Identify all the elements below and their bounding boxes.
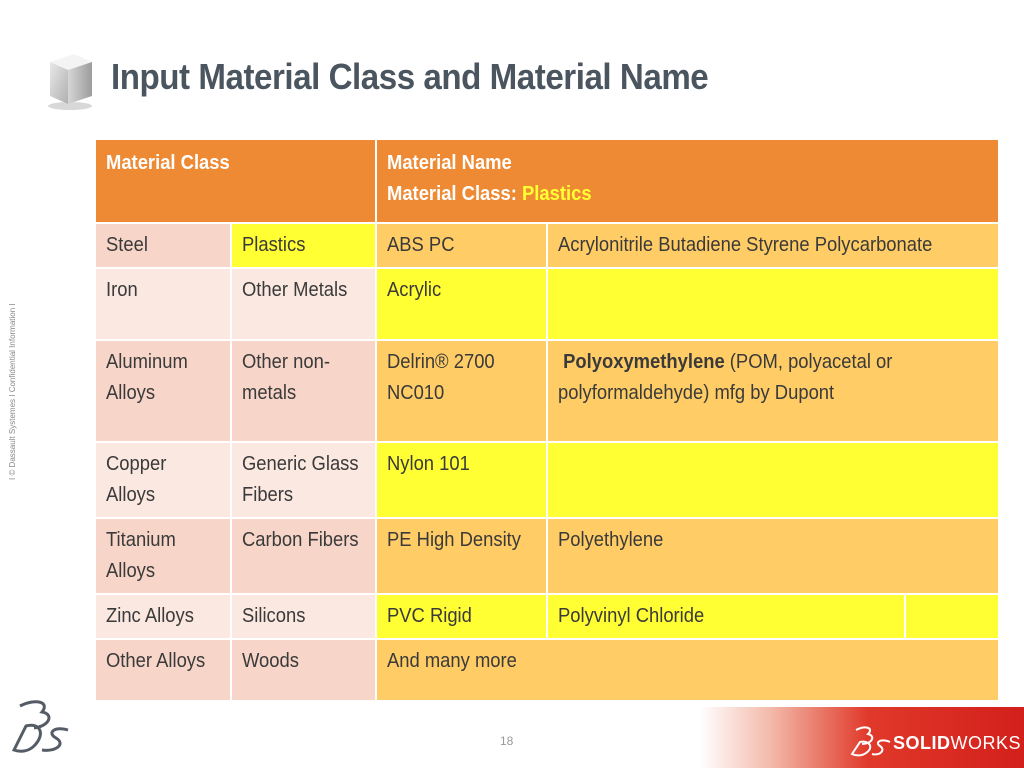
- material-class-option[interactable]: Aluminum Alloys: [95, 340, 231, 442]
- table-row: [95, 442, 999, 518]
- table-row: [95, 594, 999, 639]
- material-name-option[interactable]: Delrin® 2700 NC010: [376, 340, 547, 442]
- empty-cell: [905, 594, 999, 639]
- 3ds-logo-icon: [6, 696, 74, 756]
- material-class-option-selected[interactable]: Plastics: [231, 223, 376, 268]
- material-class-option[interactable]: Iron: [95, 268, 231, 340]
- material-class-option[interactable]: Woods: [231, 639, 376, 701]
- header-material-class: Material Class: [95, 139, 376, 223]
- solidworks-wordmark: SOLIDWORKS: [893, 733, 1022, 753]
- confidential-note: I © Dassault Systemes I Confidential Information I: [8, 303, 17, 480]
- table-header-row: [95, 139, 999, 223]
- table-row: [95, 268, 999, 340]
- page-number: 18: [500, 734, 514, 748]
- material-description: Polyethylene: [547, 518, 999, 594]
- material-class-option[interactable]: Copper Alloys: [95, 442, 231, 518]
- material-name-more: And many more: [376, 639, 999, 701]
- material-description: Polyvinyl Chloride: [547, 594, 905, 639]
- material-description: Acrylonitrile Butadiene Styrene Polycarbonate: [547, 223, 999, 268]
- material-class-option[interactable]: Zinc Alloys: [95, 594, 231, 639]
- page-title: Input Material Class and Material Name: [111, 56, 709, 97]
- material-class-option[interactable]: Carbon Fibers: [231, 518, 376, 594]
- selected-class-value: Plastics: [522, 183, 592, 205]
- material-class-option[interactable]: Titanium Alloys: [95, 518, 231, 594]
- material-name-option[interactable]: ABS PC: [376, 223, 547, 268]
- cube-icon: [44, 48, 96, 112]
- material-class-option[interactable]: Generic Glass Fibers: [231, 442, 376, 518]
- material-description: [547, 442, 999, 518]
- material-name-option[interactable]: Nylon 101: [376, 442, 547, 518]
- material-name-option[interactable]: Acrylic: [376, 268, 547, 340]
- material-class-option[interactable]: Silicons: [231, 594, 376, 639]
- header-material-name: Material Name Material Class: Plastics: [376, 139, 999, 223]
- material-name-option[interactable]: PE High Density: [376, 518, 547, 594]
- material-table: [94, 138, 1000, 702]
- table-row: [95, 223, 999, 268]
- material-description: Polyoxymethylene (POM, polyacetal or polyformaldehyde) mfg by Dupont: [547, 340, 999, 442]
- table-row: [95, 639, 999, 701]
- table-row: [95, 518, 999, 594]
- material-description: [547, 268, 999, 340]
- table-row: [95, 340, 999, 442]
- material-class-option[interactable]: Steel: [95, 223, 231, 268]
- material-class-option[interactable]: Other non-metals: [231, 340, 376, 442]
- material-name-option[interactable]: PVC Rigid: [376, 594, 547, 639]
- material-class-option[interactable]: Other Alloys: [95, 639, 231, 701]
- material-class-option[interactable]: Other Metals: [231, 268, 376, 340]
